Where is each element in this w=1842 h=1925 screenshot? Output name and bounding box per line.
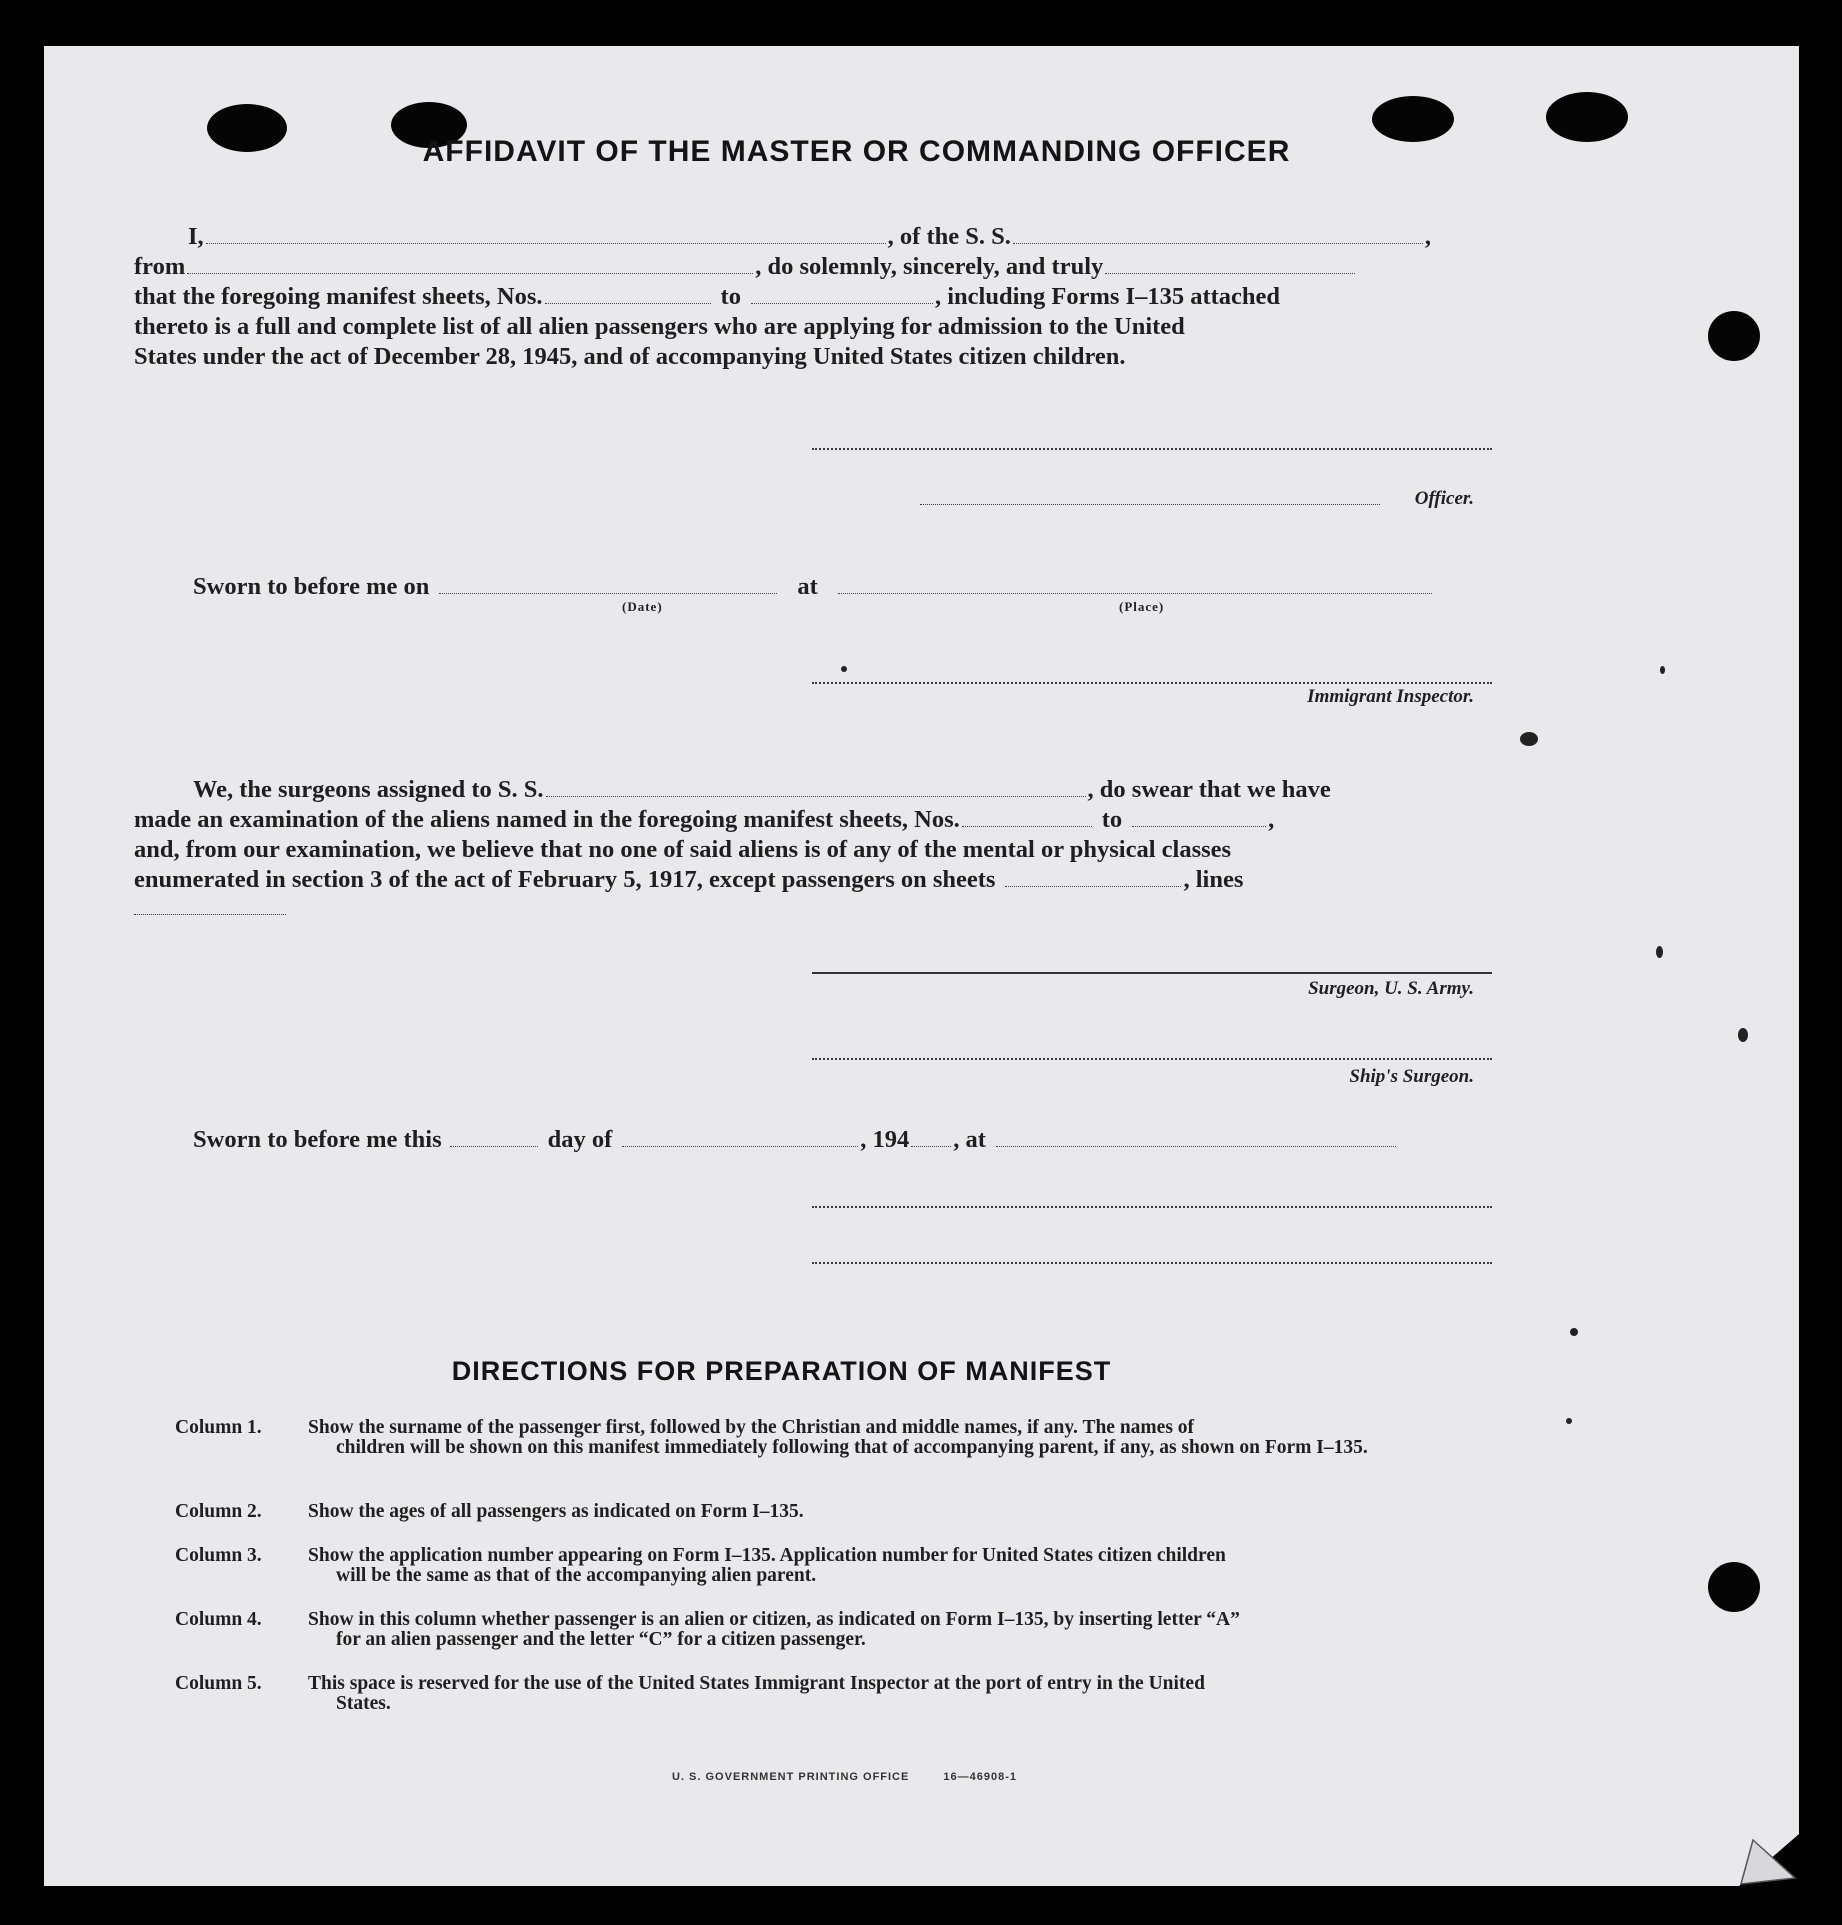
ink-speck [1660,666,1665,674]
direction-label: Column 5. [175,1673,262,1694]
sworn-year-field[interactable] [911,1145,951,1147]
text: We, the surgeons assigned to S. S. [193,776,544,803]
sworn-signature-line-2[interactable] [812,1262,1492,1264]
punch-hole [1708,311,1760,361]
officer-caption: Officer. [1414,488,1474,509]
officer-title-line[interactable] [920,504,1380,505]
direction-text-first: This space is reserved for the use of the United States Immigrant Inspector at the port of entry in the United [308,1673,1205,1694]
text: , including Forms I–135 attached [934,283,1281,310]
except-sheets-field[interactable] [1005,885,1181,887]
direction-text-first: Show in this column whether passenger is an alien or citizen, as indicated on Form I–135, by inserting letter “A” [308,1609,1240,1630]
direction-text [308,1418,1537,1458]
direction-text [308,1502,1537,1522]
sworn-before-line [193,573,1434,601]
place-caption: (Place) [1119,599,1165,614]
direction-text-first: Show the application number appearing on Form I–135. Application number for United States citizen children [308,1545,1226,1566]
text: , lines [1183,866,1244,893]
officer-signature-line[interactable] [812,448,1492,450]
ink-speck [1520,732,1538,746]
date-caption: (Date) [622,599,663,614]
text: made an examination of the aliens named in the foregoing manifest sheets, Nos. [134,806,960,833]
text: enumerated in section 3 of the act of February 5, 1917, except passengers on sheets [134,866,996,893]
sworn-month-field[interactable] [622,1145,858,1147]
text: , do swear that we have [1087,776,1331,803]
text: I, [188,223,204,250]
inspector-signature-line[interactable] [812,682,1492,684]
form-page [44,46,1799,1886]
ship-name-field[interactable] [1013,242,1423,244]
inspector-caption: Immigrant Inspector. [1307,686,1474,707]
surgeons-line-3: and, from our examination, we believe that no one of said aliens is of any of the mental or physical classes [134,836,1232,863]
text: from [134,253,186,280]
text: day of [547,1126,613,1153]
affidavit-line-3 [134,283,1280,311]
direction-text-first: Show the surname of the passenger first, followed by the Christian and middle names, if any. The names of [308,1417,1195,1438]
ship-surgeon-signature-line[interactable] [812,1058,1492,1060]
officer-name-field[interactable] [206,242,886,244]
surgeons-line-1 [193,776,1331,804]
ink-speck [1566,1418,1572,1424]
ship-surgeon-caption: Ship's Surgeon. [1349,1066,1474,1087]
folded-corner [1739,1834,1799,1886]
text: , 194 [860,1126,910,1153]
direction-text-rest: will be the same as that of the accompanying alien parent. [336,1565,817,1586]
affidavit-line-5: States under the act of December 28, 1945, and of accompanying United States citizen children. [134,343,1126,370]
text: , [1268,806,1275,833]
text: at [797,573,818,600]
direction-label: Column 3. [175,1545,262,1566]
direction-text-first: Show the ages of all passengers as indicated on Form I–135. [308,1501,804,1522]
sheet-to-field[interactable] [751,302,933,304]
ink-speck [1738,1028,1748,1042]
directions-title: DIRECTIONS FOR PREPARATION OF MANIFEST [451,1356,1112,1386]
text: to [720,283,741,310]
direction-label: Column 2. [175,1501,262,1522]
text: , of the S. S. [887,223,1011,250]
direction-text [308,1546,1537,1586]
printer-name: U. S. GOVERNMENT PRINTING OFFICE [672,1771,910,1783]
direction-text-rest: children will be shown on this manifest immediately following that of accompanying parent, if any, as shown on Form I–135. [336,1437,1368,1458]
exam-sheet-from-field[interactable] [962,825,1092,827]
ink-speck [1570,1328,1578,1336]
direction-label: Column 4. [175,1609,262,1630]
text: Sworn to before me this [193,1126,442,1153]
surgeon-ship-field[interactable] [546,795,1086,797]
oath-type-field[interactable] [1105,272,1355,274]
text: that the foregoing manifest sheets, Nos. [134,283,543,310]
sheet-from-field[interactable] [545,302,711,304]
ink-speck [1656,946,1663,958]
exam-sheet-to-field[interactable] [1132,825,1266,827]
army-surgeon-signature-line[interactable] [812,972,1492,974]
affidavit-title: AFFIDAVIT OF THE MASTER OR COMMANDING OFFICER [422,135,1291,168]
direction-text [308,1610,1537,1650]
direction-text-rest: for an alien passenger and the letter “C” for a citizen passenger. [336,1629,866,1650]
printer-imprint [672,1771,1017,1783]
direction-label: Column 1. [175,1417,262,1438]
direction-text-rest: States. [336,1693,391,1714]
sworn-place-field[interactable] [838,592,1432,594]
text: Sworn to before me on [193,573,430,600]
punch-hole [1708,1562,1760,1612]
surgeons-line-4 [134,866,1243,894]
affidavit-line-1 [188,223,1431,251]
except-lines-field[interactable] [134,914,286,915]
ink-speck [841,666,847,672]
sworn-at-field[interactable] [996,1145,1396,1147]
sworn-date-field[interactable] [439,592,777,594]
direction-text [308,1674,1537,1714]
text: , do solemnly, sincerely, and truly [755,253,1104,280]
army-surgeon-caption: Surgeon, U. S. Army. [1308,978,1474,999]
sworn-day-field[interactable] [450,1145,538,1147]
text: , at [953,1126,986,1153]
affidavit-line-4: thereto is a full and complete list of all alien passengers who are applying for admission to the United [134,313,1185,340]
departure-port-field[interactable] [187,272,753,274]
form-number: 16—46908-1 [943,1771,1018,1783]
sworn-this-day-line [193,1126,1398,1154]
affidavit-line-2 [134,253,1357,281]
text: , [1424,223,1431,250]
surgeons-line-2 [134,806,1274,834]
sworn-signature-line-1[interactable] [812,1206,1492,1208]
text: to [1101,806,1123,833]
